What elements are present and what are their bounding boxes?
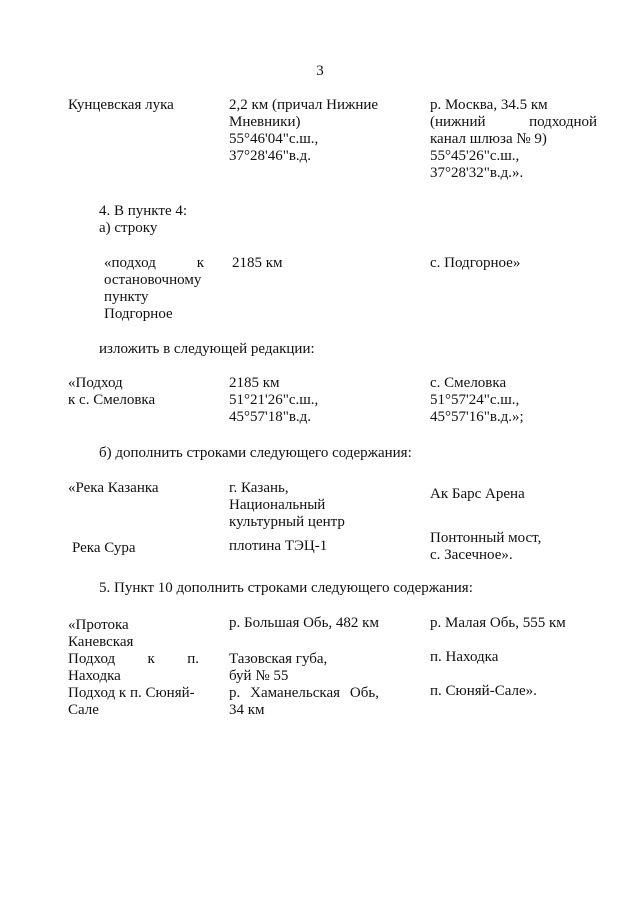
row-sura-end-line: с. Засечное». <box>430 547 513 563</box>
row-kuntsevo-location-line: Мневники) <box>229 114 301 130</box>
text: 2,2 км (причал Нижние <box>229 97 379 113</box>
old-row-name-line: остановочному <box>104 272 202 288</box>
new-row-end-coord-lat: 51°57'24"с.ш., <box>430 392 520 408</box>
row-nakhodka-location-line: буй № 55 <box>229 668 289 684</box>
item-5-text: 5. Пункт 10 дополнить строками следующего содержания: <box>99 580 473 596</box>
row-kanev-name-line: Каневская <box>68 634 134 650</box>
row-kazanka-location-line: Национальный <box>229 497 326 513</box>
item-4-heading: 4. В пункте 4: <box>99 203 188 219</box>
new-row-end: с. Смеловка <box>430 375 507 391</box>
row-nakhodka-location-line: Тазовская губа, <box>229 651 328 667</box>
old-row-end: с. Подгорное» <box>430 255 521 271</box>
row-kanev-location: р. Большая Обь, 482 км <box>229 615 379 631</box>
old-row-name-line: Подгорное <box>104 306 173 322</box>
row-kuntsevo-end-line: р. Москва, 34.5 км <box>430 97 548 113</box>
row-kuntsevo-name: Кунцевская лука <box>68 97 174 113</box>
new-row-location: 2185 км <box>229 375 280 391</box>
row-syunyay-name-line: Подход к п. Сюняй- <box>68 685 195 701</box>
row-kanev-end: р. Малая Обь, 555 км <box>430 615 566 631</box>
row-sura-name: Река Сура <box>72 540 136 556</box>
new-row-name-line: «Подход <box>68 375 123 391</box>
row-kuntsevo-coord-lat: 55°46'04"с.ш., <box>229 131 319 147</box>
row-syunyay-location-line: 34 км <box>229 702 265 718</box>
row-kuntsevo-end-coord-lon: 37°28'32"в.д.». <box>430 165 524 181</box>
item-4-sub-a: а) строку <box>99 220 158 236</box>
row-syunyay-location-line: р. Хаманельская Обь, <box>229 685 379 701</box>
old-row-name-line: пункту <box>104 289 149 305</box>
row-kuntsevo-location-line <box>229 97 384 114</box>
row-nakhodka-name-line: Подход к п. <box>68 651 199 667</box>
row-kazanka-location-line: г. Казань, <box>229 480 289 496</box>
row-kuntsevo-coord-lon: 37°28'46"в.д. <box>229 148 312 164</box>
row-kuntsevo-end-line: канал шлюза № 9) <box>430 131 547 147</box>
new-row-name-line: к с. Смеловка <box>68 392 156 408</box>
new-row-coord-lon: 45°57'18"в.д. <box>229 409 312 425</box>
row-syunyay-name-line: Сале <box>68 702 99 718</box>
row-kuntsevo-end-line: (нижний подходной <box>430 114 597 130</box>
sub-b-text: б) дополнить строками следующего содержания: <box>99 445 412 461</box>
row-syunyay-end: п. Сюняй-Сале». <box>430 683 537 699</box>
page-number: 3 <box>316 63 324 79</box>
row-kazanka-name: «Река Казанка <box>68 480 159 496</box>
row-sura-end-line: Понтонный мост, <box>430 530 542 546</box>
row-kuntsevo-end-coord-lat: 55°45'26"с.ш., <box>430 148 520 164</box>
old-row-location: 2185 км <box>232 255 283 271</box>
row-kanev-name-line: «Протока <box>68 617 129 633</box>
row-sura-location: плотина ТЭЦ-1 <box>229 538 328 554</box>
row-nakhodka-name-line: Находка <box>68 668 121 684</box>
row-nakhodka-end: п. Находка <box>430 649 499 665</box>
new-row-coord-lat: 51°21'26"с.ш., <box>229 392 319 408</box>
restate-text: изложить в следующей редакции: <box>99 341 315 357</box>
row-kazanka-end: Ак Барс Арена <box>430 486 525 502</box>
old-row-name-line: «подход к <box>104 255 204 271</box>
new-row-end-coord-lon: 45°57'16"в.д.»; <box>430 409 524 425</box>
row-kazanka-location-line: культурный центр <box>229 514 345 530</box>
